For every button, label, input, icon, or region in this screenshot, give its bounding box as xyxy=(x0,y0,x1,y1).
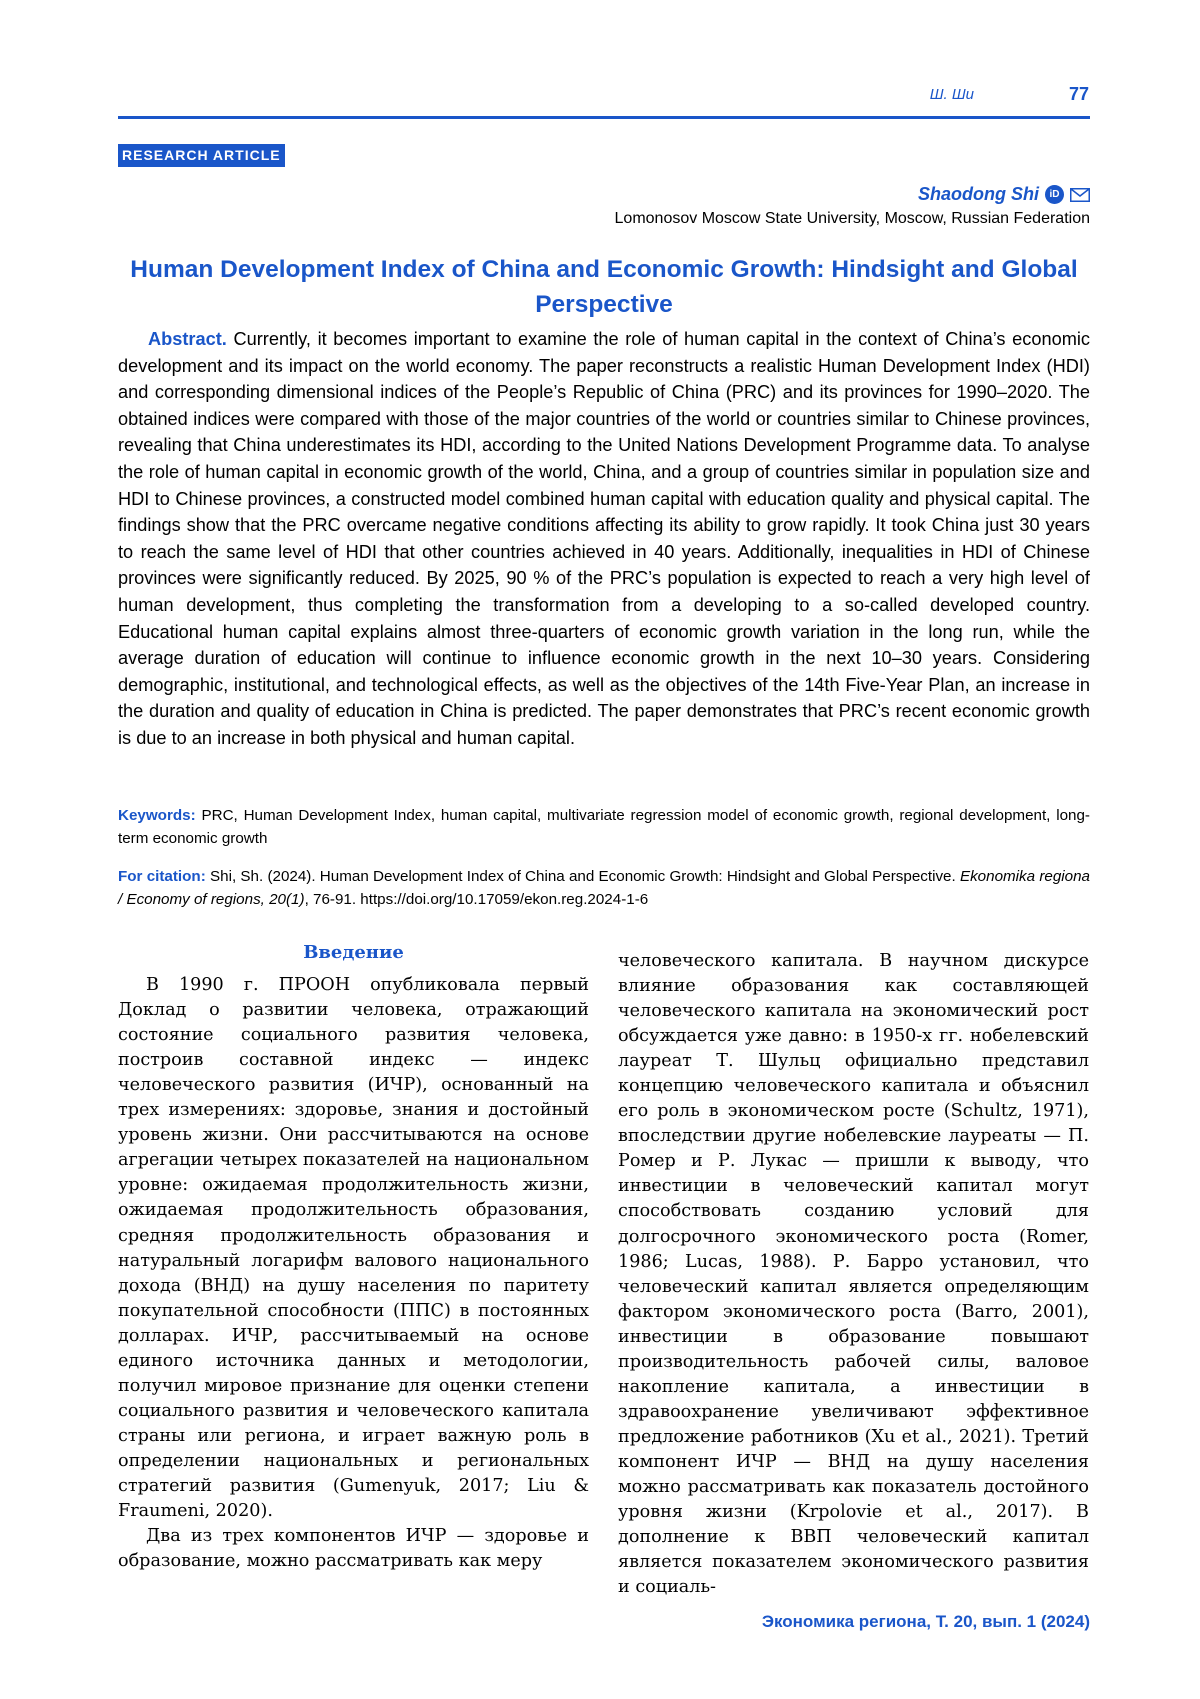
abstract xyxy=(118,326,1090,752)
citation-text: Shi, Sh. (2024). Human Development Index of China and Economic Growth: Hindsight and Global Perspective. xyxy=(205,868,960,885)
abstract-label: Abstract. xyxy=(148,329,227,349)
mail-icon[interactable] xyxy=(1070,188,1090,202)
citation xyxy=(118,865,1090,911)
abstract-text: Currently, it becomes important to examine the role of human capital in the context of China’s economic development and its impact on the world economy. The paper reconstructs a realistic Human Development Index (HDI) and corresponding dimensional indices of the People’s Republic of China (PRC) and its provinces for 1990–2020. The obtained indices were compared with those of the major countries of the world or countries similar to Chinese provinces, revealing that China underestimates its HDI, according to the United Nations Development Programme data. To analyse the role of human capital in economic growth of the world, China, and a group of countries similar in population size and HDI to Chinese provinces, a constructed model combined human capital with education quality and physical capital. The findings show that the PRC overcame negative conditions affecting its ability to grow rapidly. It took China just 30 years to reach the same level of HDI that other countries achieved in 40 years. Additionally, inequalities in HDI of Chinese provinces were significantly reduced. By 2025, 90 % of the PRC’s population is expected to reach a very high level of human development, thus completing the transformation from a developing to a so-called developed country. Educational human capital explains almost three-quarters of economic growth variation in the long run, while the average duration of education will continue to influence economic growth in the next 10–30 years. Considering demographic, institutional, and technological effects, as well as the objectives of the 14th Five-Year Plan, an increase in the duration and quality of education in China is predicted. The paper demonstrates that PRC’s recent economic growth is due to an increase in both physical and human capital. xyxy=(118,329,1090,748)
keywords-label: Keywords: xyxy=(118,807,196,824)
citation-journal: Ekonomika regiona / Economy of regions, 20(1) xyxy=(118,868,1090,908)
author-affiliation: Lomonosov Moscow State University, Moscow, Russian Federation xyxy=(614,210,1090,227)
orcid-icon[interactable]: iD xyxy=(1045,185,1064,204)
article-type-badge: RESEARCH ARTICLE xyxy=(118,144,285,167)
author-line xyxy=(918,184,1090,205)
paragraph: В 1990 г. ПРООН опубликовала первый Доклад о развитии человека, отражающий состояние социального развития человека, построив составной индекс — индекс человеческого развития (ИЧР), основанный на трех измерениях: здоровье, знания и достойный уровень жизни. Они рассчитываются на основе агрегации четырех показателей на национальном уровне: ожидаемая продолжительность жизни, ожидаемая продолжительность образования, средняя продолжительность образования и натуральный логарифм валового национального дохода (ВНД) на душу населения по паритету покупательной способности (ППС) в постоянных долларах. ИЧР, рассчитываемый на основе единого источника данных и методологии, получил мировое признание для оценки степени социального развития и человеческого капитала страны или региона, и играет важную роль в определении национальных и региональных стратегий развития (Gumenyuk, 2017; Liu & Fraumeni, 2020). xyxy=(118,975,589,1522)
section-title: Введение xyxy=(303,942,404,963)
keywords-text: PRC, Human Development Index, human capital, multivariate regression model of economic growth, regional development, long-term economic growth xyxy=(118,807,1090,847)
running-head-author: Ш. Ши xyxy=(929,86,974,103)
paragraph: человеческого капитала. В научном дискурсе влияние образования как составляющей человеческого капитала на экономический рост обсуждается уже давно: в 1950-х гг. нобелевский лауреат Т. Шульц официально представил концепцию человеческого капитала и объяснил его роль в экономическом росте (Schultz, 1971), впоследствии другие нобелевские лауреаты — П. Ромер и Р. Лукас — пришли к выводу, что инвестиции в человеческий капитал могут способствовать созданию условий для долгосрочного экономического роста (Romer, 1986; Lucas, 1988). Р. Барро установил, что человеческий капитал является определяющим фактором экономического роста (Barro, 2001), инвестиции в образование повышают производительность рабочей силы, валовое накопление капитала, а инвестиции в здравоохранение увеличивают эффективное предложение работников (Xu et al., 2021). Третий компонент ИЧР — ВНД на душу населения можно рассматривать как показатель достойного уровня жизни (Krpolovie et al., 2017). В дополнение к ВВП человеческий капитал является показателем экономического развития и социаль- xyxy=(618,951,1089,1598)
paragraph: Два из трех компонентов ИЧР — здоровье и образование, можно рассматривать как меру xyxy=(118,1526,589,1572)
header-rule xyxy=(118,116,1090,119)
citation-label: For citation: xyxy=(118,868,206,885)
journal-footer: Экономика региона, Т. 20, вып. 1 (2024) xyxy=(761,1612,1090,1631)
keywords xyxy=(118,804,1090,850)
author-name[interactable]: Shaodong Shi xyxy=(918,184,1039,204)
article-title: Human Development Index of China and Economic Growth: Hindsight and Global Perspective xyxy=(130,256,1078,318)
body-right-column xyxy=(618,949,1089,1600)
citation-doi[interactable]: , 76-91. https://doi.org/10.17059/ekon.reg.2024-1-6 xyxy=(304,891,649,908)
page-number: 77 xyxy=(1068,84,1089,104)
body-left-column xyxy=(118,940,589,1574)
